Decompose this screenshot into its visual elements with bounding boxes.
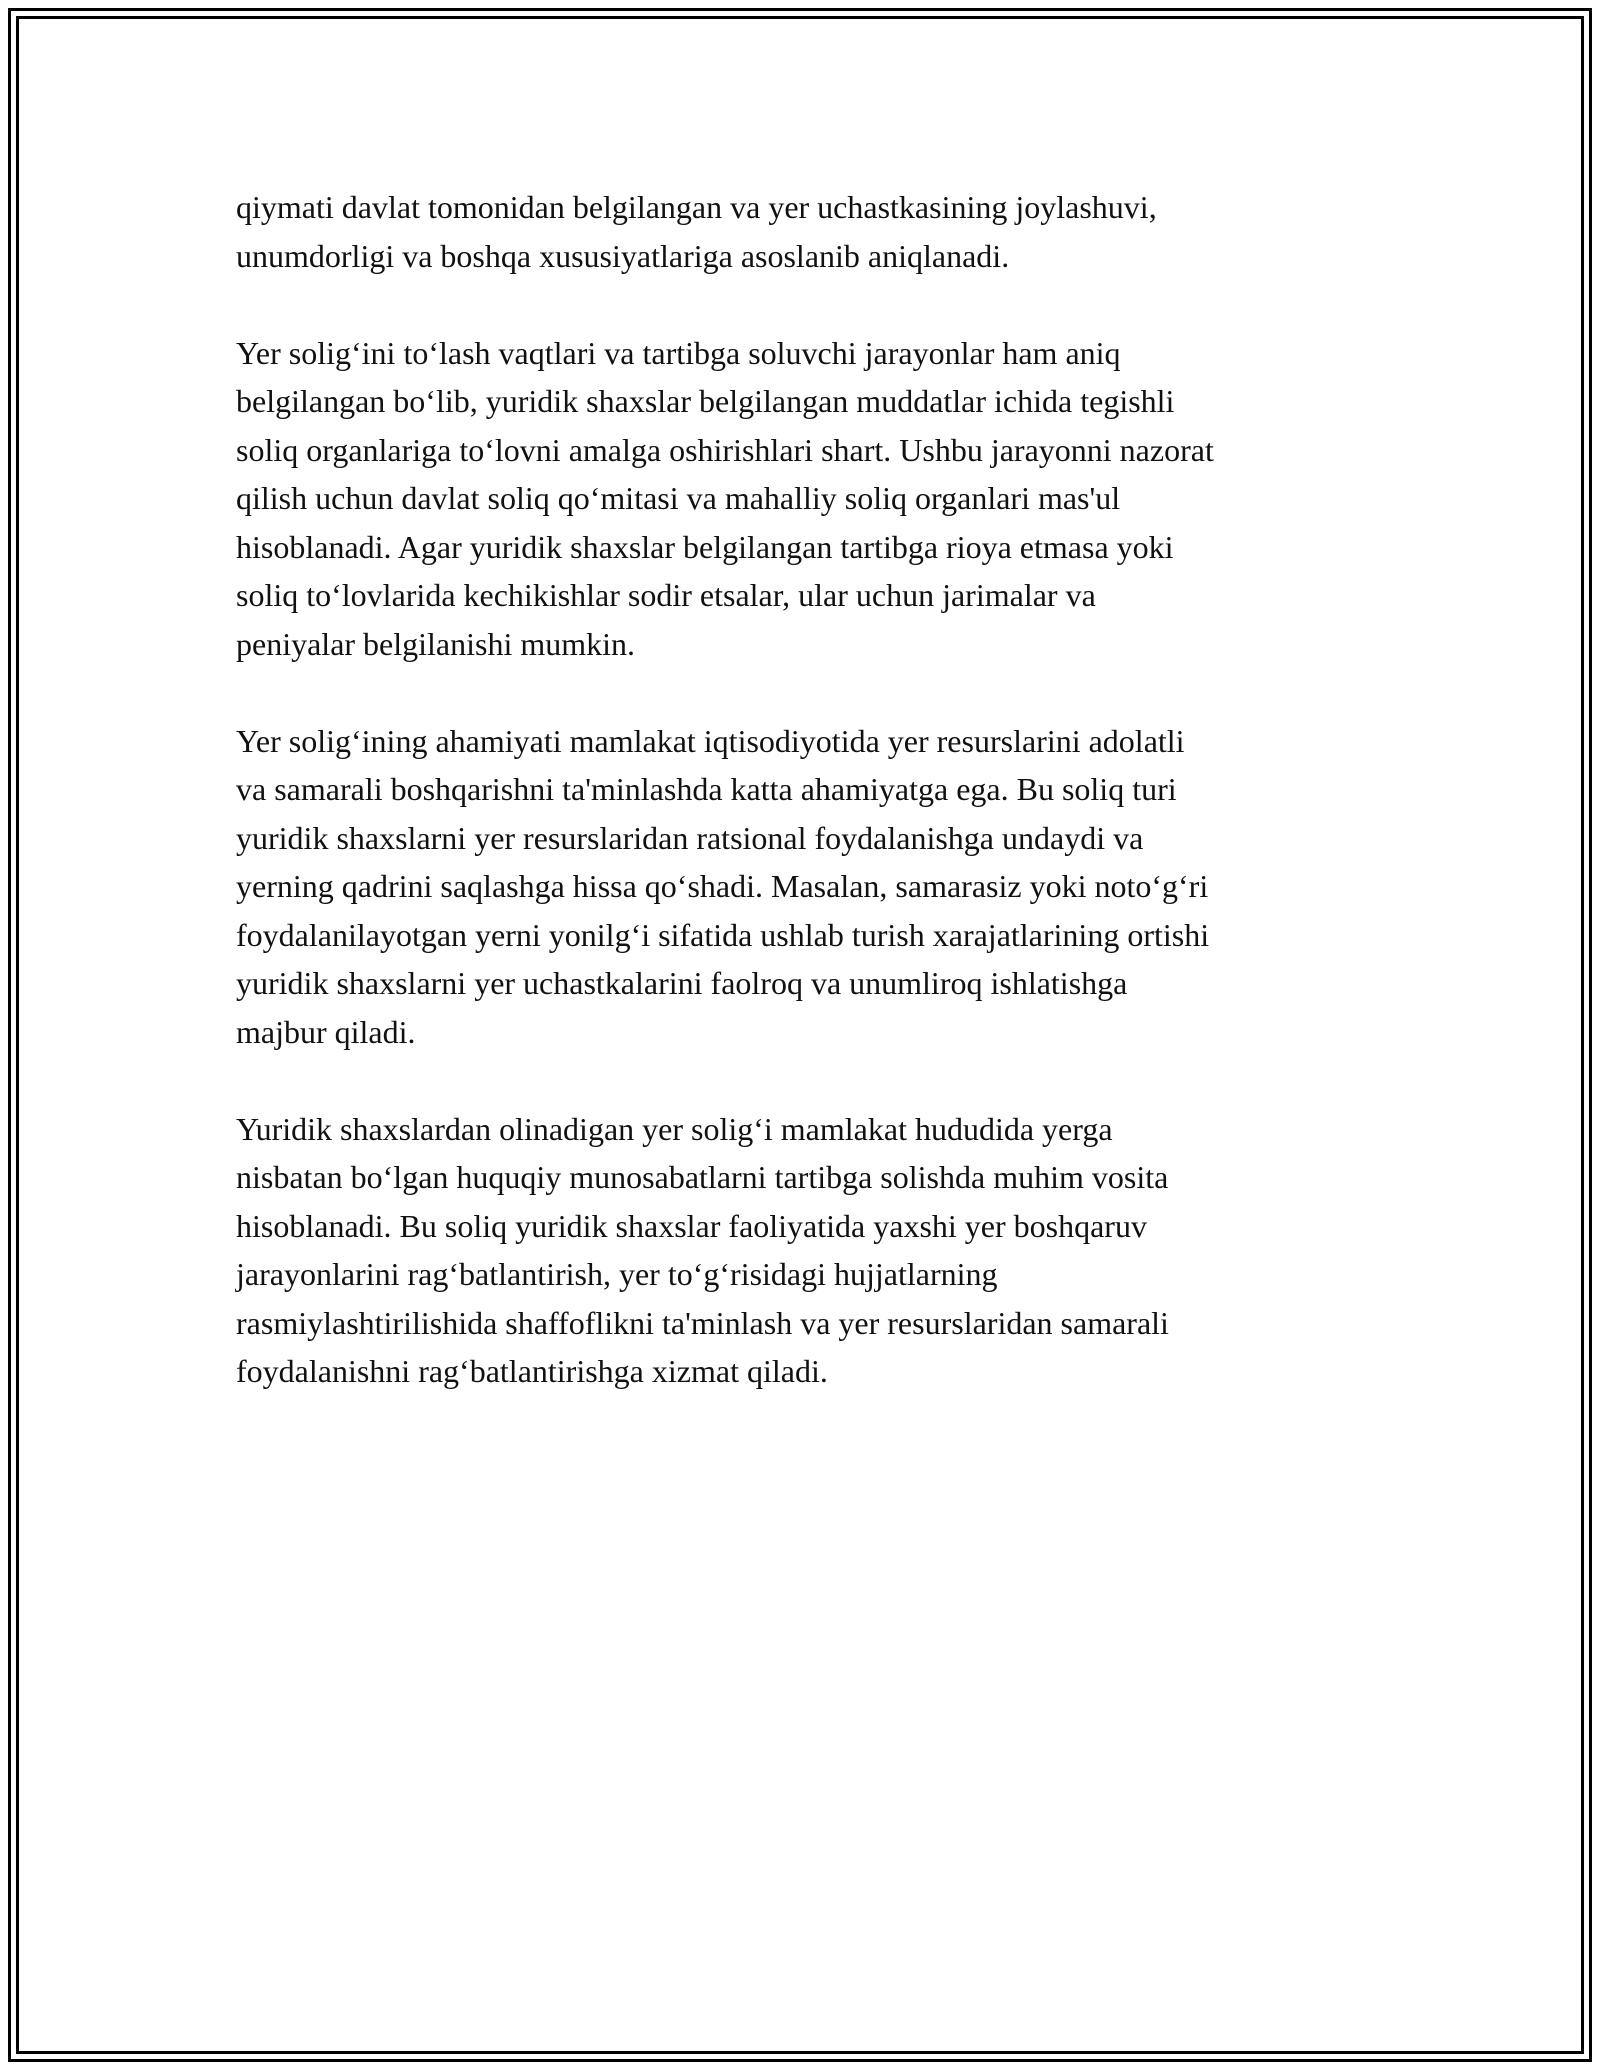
paragraph-4: Yuridik shaxslardan olinadigan yer solig‘i mamlakat hududida yerga nisbatan bo‘lgan huquqiy munosabatlarni tartibga solishda muhim vosita hisoblanadi. Bu soliq yuridik shaxslar faoliyatida yaxshi yer boshqaruv jarayonlarini rag‘batlantirish, yer to‘g‘risidagi hujjatlarning rasmiylashtirilishida shaffoflikni ta'minlash va yer resurslaridan samarali foydalanishni rag‘batlantirishga xizmat qiladi. xyxy=(236,1110,1169,1389)
paragraph-3: Yer solig‘ining ahamiyati mamlakat iqtisodiyotida yer resurslarini adolatli va samarali boshqarishni ta'minlashda katta ahamiyatga ega. Bu soliq turi yuridik shaxslarni yer resurslaridan ratsional foydalanishga undaydi va yerning qadrini saqlashga hissa qo‘shadi. Masalan, samarasiz yoki noto‘g‘ri foydalanilayotgan yerni yonilg‘i sifatida ushlab turish xarajatlarining ortishi yuridik shaxslarni yer uchastkalarini faolroq va unumliroq ishlatishga majbur qiladi. xyxy=(236,722,1210,1050)
paragraph-1: qiymati davlat tomonidan belgilangan va yer uchastkasining joylashuvi, unumdorligi va boshqa xususiyatlariga asoslanib aniqlanadi. xyxy=(236,189,1157,274)
document-body xyxy=(236,183,1376,1444)
paragraph-2: Yer solig‘ini to‘lash vaqtlari va tartibga soluvchi jarayonlar ham aniq belgilangan bo‘lib, yuridik shaxslar belgilangan muddatlar ichida tegishli soliq organlariga to‘lovni amalga oshirishlari shart. Ushbu jarayonni nazorat qilish uchun davlat soliq qo‘mitasi va mahalliy soliq organlari mas'ul hisoblanadi. Agar yuridik shaxslar belgilangan tartibga rioya etmasa yoki soliq to‘lovlarida kechikishlar sodir etsalar, ular uchun jarimalar va peniyalar belgilanishi mumkin. xyxy=(236,334,1214,662)
